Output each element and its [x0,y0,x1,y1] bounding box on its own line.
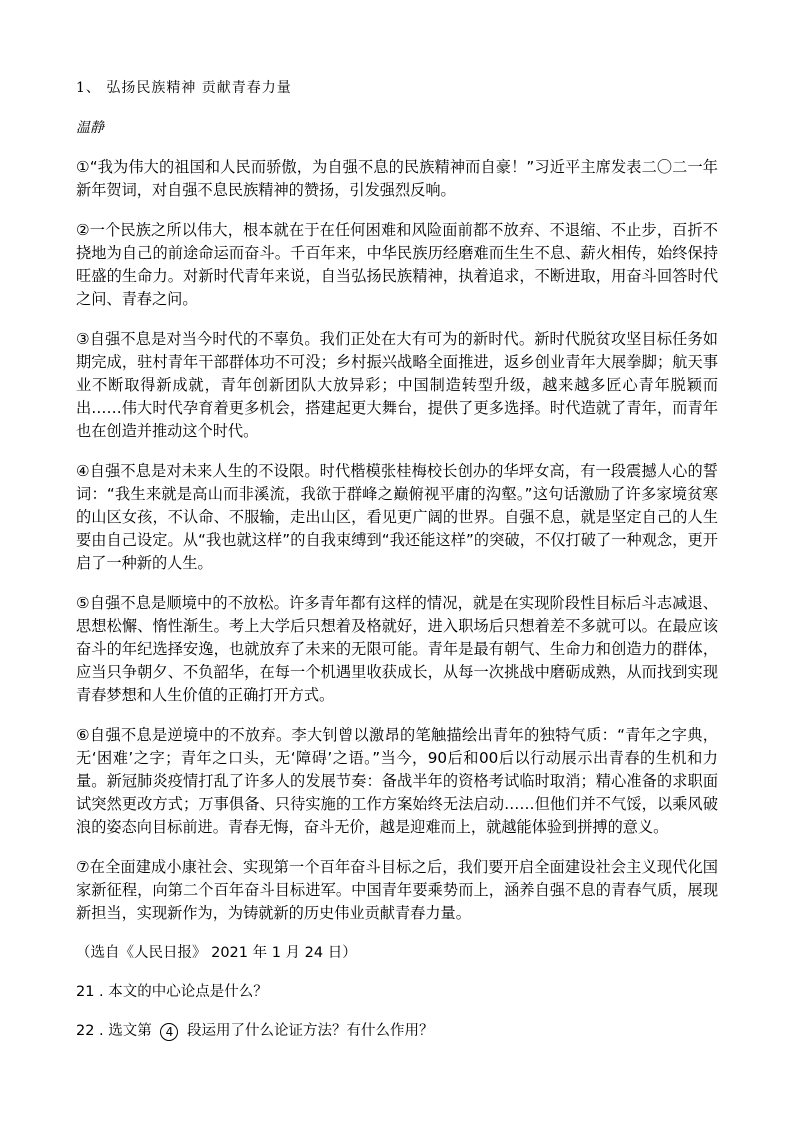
paragraph-7: ⑦在全面建成小康社会、实现第一个百年奋斗目标之后，我们要开启全面建设社会主义现代化国家新征程，向第二个百年奋斗目标进军。中国青年要乘势而上，涵养自强不息的青春气质，展现新担当，实现新作为，为铸就新的历史伟业贡献青春力量。 [76,858,718,922]
article-title: 1、 弘扬民族精神 贡献青春力量 [76,80,292,96]
paragraph-3: ③自强不息是对当今时代的不辜负。我们正处在大有可为的新时代。新时代脱贫攻坚目标任务如期完成，驻村青年干部群体功不可没；乡村振兴战略全面推进，返乡创业青年大展拳脚；航天事业不断取得新成就，青年创新团队大放异彩；中国制造转型升级，越来越多匠心青年脱颖而出……伟大时代孕育着更多机会，搭建起更大舞台，提供了更多选择。时代造就了青年，而青年也在创造并推动这个时代。 [76,330,718,440]
question-22 [76,1020,718,1042]
paragraph-6: ⑥自强不息是逆境中的不放弃。李大钊曾以激昂的笔触描绘出青年的独特气质：“青年之字典，无‘困难’之字；青年之口头，无‘障碍’之语。”当今，90后和00后以行动展示出青春的生机和力量。新冠肺炎疫情打乱了许多人的发展节奏：备战半年的资格考试临时取消；精心准备的求职面试突然更改方式；万事俱备、只待实施的工作方案始终无法启动……但他们并不气馁，以乘风破浪的姿态向目标前进。青春无悔，奋斗无价，越是迎难而上，就越能体验到拼搏的意义。 [76,726,718,836]
question-22-suffix: 段运用了什么论证方法？有什么作用？ [187,1023,434,1039]
document-page [76,78,718,1059]
paragraph-4: ④自强不息是对未来人生的不设限。时代楷模张桂梅校长创办的华坪女高，有一段震撼人心的誓词：“我生来就是高山而非溪流，我欲于群峰之巅俯视平庸的沟壑。”这句话激励了许多家境贫寒的山区女孩，不认命、不服输，走出山区，看见更广阔的世界。自强不息，就是坚定自己的人生要由自己设定。从“我也就这样”的自我束缚到“我还能这样”的突破，不仅打破了一种观念，更开启了一种新的人生。 [76,462,718,572]
question-22-prefix: 22 . 选文第 [76,1023,152,1039]
paragraph-2: ②一个民族之所以伟大，根本就在于在任何困难和风险面前都不放弃、不退缩、不止步，百折不挠地为自己的前途命运而奋斗。千百年来，中华民族历经磨难而生生不息、薪火相传，始终保持旺盛的生命力。对新时代青年来说，自当弘扬民族精神，执着追求，不断进取，用奋斗回答时代之问、青春之问。 [76,221,718,308]
article-author: 温静 [76,120,104,136]
paragraph-5: ⑤自强不息是顺境中的不放松。许多青年都有这样的情况，就是在实现阶段性目标后斗志减退、思想松懈、惰性渐生。考上大学后只想着及格就好，进入职场后只想着差不多就可以。在最应该奋斗的年纪选择安逸，也就放弃了未来的无限可能。青年是最有朝气、生命力和创造力的群体，应当只争朝夕、不负韶华，在每一个机遇里收获成长，从每一次挑战中磨砺成熟，从而找到实现青春梦想和人生价值的正确打开方式。 [76,594,718,704]
article-source: （选自《人民日报》 2021 年 1 月 24 日） [76,945,357,961]
circled-number-badge: 4 [160,1023,178,1041]
paragraph-1: ①“我为伟大的祖国和人民而骄傲，为自强不息的民族精神而自豪！”习近平主席发表二〇二一年新年贺词，对自强不息民族精神的赞扬，引发强烈反响。 [76,158,718,199]
question-21: 21 . 本文的中心论点是什么？ [76,984,268,1000]
